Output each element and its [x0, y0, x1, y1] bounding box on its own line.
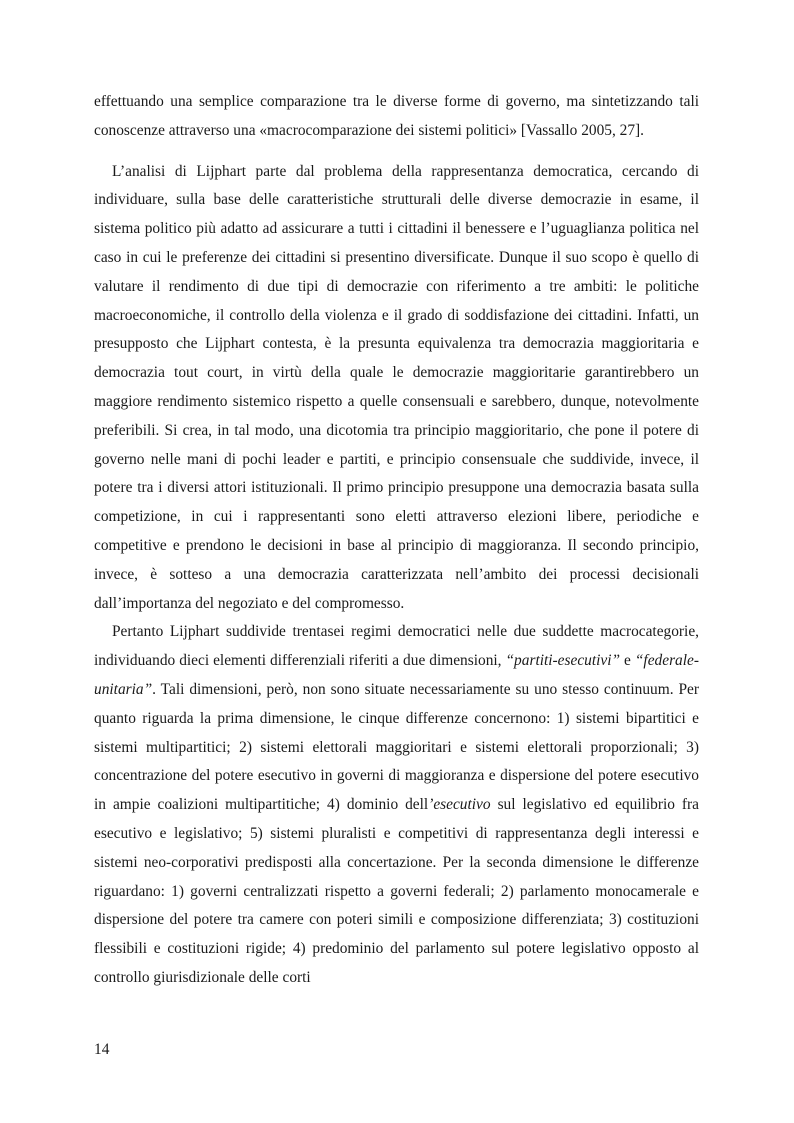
text-run: e	[620, 652, 635, 670]
paragraph-3	[94, 618, 699, 992]
paragraph-2	[94, 158, 699, 619]
italic-term: “partiti-esecutivi”	[505, 652, 621, 670]
body-text	[94, 88, 699, 993]
paragraph-1	[94, 88, 699, 146]
text-run: effettuando una semplice comparazione tra le diverse forme di governo, ma sintetizzando tali conoscenze attraverso una «macrocomparazione dei sistemi politici» [Vassallo 2005, 27].	[94, 93, 699, 139]
italic-term: ’esecutivo	[428, 796, 491, 814]
page-number: 14	[94, 1041, 110, 1058]
text-run: Pertanto Lijphart suddivide trentasei regimi democratici nelle due suddette macrocategorie, individuando dieci elementi differenziali riferiti a due dimensioni,	[94, 623, 699, 670]
text-run: . Tali dimensioni, però, non sono situate necessariamente su uno stesso continuum. Per quanto riguarda la prima dimensione, le cinque differenze concernono: 1) sistemi bipartitici e sistemi multipartitici; 2) sistemi elettorali maggioritari e sistemi elettorali proporzionali; 3) concentrazione del potere esecutivo in governi di maggioranza e dispersione del potere esecutivo in ampie coalizioni multipartitiche; 4) dominio dell	[94, 680, 699, 814]
italic-term: “federale-unitaria”	[94, 652, 699, 698]
text-run: L’analisi di Lijphart parte dal problema della rappresentanza democratica, cercando di individuare, sulla base delle caratteristiche strutturali delle diverse democrazie in esame, il sistema politico più adatto ad assicurare a tutti i cittadini il benessere e l’uguaglianza politica nel caso in cui le preferenze dei cittadini si presentino diversificate. Dunque il suo scopo è quello di valutare il rendimento di due tipi di democrazie con riferimento a tre ambiti: le politiche macroeconomiche, il controllo della violenza e il grado di soddisfazione dei cittadini. Infatti, un presupposto che Lijphart contesta, è la presunta equivalenza tra democrazia maggioritaria e democrazia tout court, in virtù della quale le democrazie maggioritarie garantirebbero un maggiore rendimento sistemico rispetto a quelle consensuali e sarebbero, dunque, notevolmente preferibili. Si crea, in tal modo, una dicotomia tra principio maggioritario, che pone il potere di governo nelle mani di pochi leader e partiti, e principio consensuale che suddivide, invece, il potere tra i diversi attori istituzionali. Il primo principio presuppone una democrazia basata sulla competizione, in cui i rappresentanti sono eletti attraverso elezioni libere, periodiche e competitive e prendono le decisioni in base al principio di maggioranza. Il secondo principio, invece, è sotteso a una democrazia caratterizzata nell’ambito dei processi decisionali dall’importanza del negoziato e del compromesso.	[94, 162, 699, 612]
text-run: sul legislativo ed equilibrio fra esecutivo e legislativo; 5) sistemi pluralisti e competitivi di rappresentanza degli interessi e sistemi neo-corporativi predisposti alla concertazione. Per la seconda dimensione le differenze riguardano: 1) governi centralizzati rispetto a governi federali; 2) parlamento monocamerale e dispersione del potere tra camere con poteri simili e composizione differenziata; 3) costituzioni flessibili e costituzioni rigide; 4) predominio del parlamento sul potere legislativo opposto al controllo giurisdizionale delle corti	[94, 796, 699, 986]
